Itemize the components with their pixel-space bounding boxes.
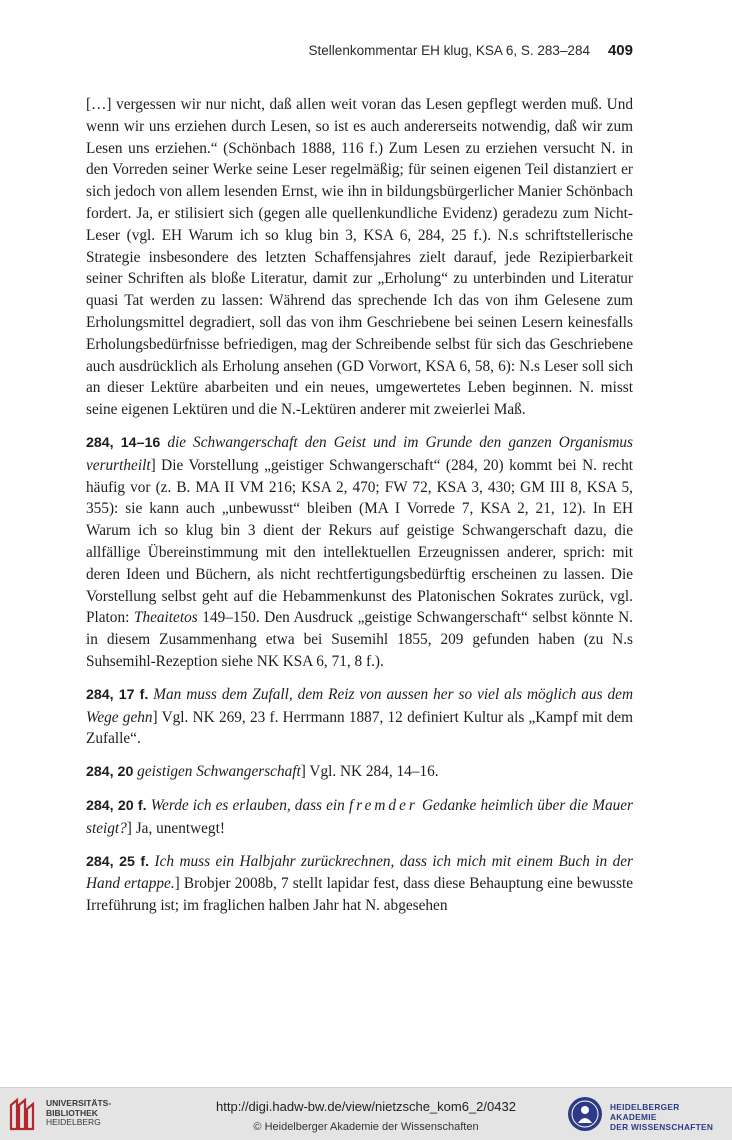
lemma-quote: Man muss dem Zufall, dem Reiz von aussen her so viel als möglich aus dem Wege gehn [86, 685, 633, 726]
commentary-text: 149–150. Den Ausdruck „geistige Schwangerschaft“ selbst könnte N. in diesem Zusammenhang etwa bei Susemihl 1855, 209 gefunden haben (zu N.s Suhsemihl-Rezeption siehe NK KSA 6, 71, 8 f.). [86, 609, 633, 670]
commentary-text: ] Ja, unentwegt! [126, 819, 225, 837]
library-name: UNIVERSITÄTS- BIBLIOTHEK HEIDELBERG [46, 1098, 112, 1127]
academy-logo[interactable] [566, 1095, 726, 1133]
lemma: 284, 17 f. [86, 686, 149, 703]
source-url-link[interactable]: http://digi.hadw-bw.de/view/nietzsche_kom6_2/0432 [216, 1099, 516, 1114]
spaced-emphasis: fremder [348, 796, 418, 814]
paragraph-1: […] vergessen wir nur nicht, daß allen weit voran das Lesen gepflegt werden muß. Und wenn wir uns erziehen durch Lesen, so ist es auch andererseits notwendig, daß wir zum Lesen uns erziehen.“ (Schönbach 1888, 116 f.) Zum Lesen zu erziehen versucht N. in den Vorreden seiner Werke seine Leser regelmäßig; für seinen eigenen Teil distanziert er sich jedoch von allem lesenden Ernst, wie ihn in bildungsbürgerlicher Manier Schönbach fordert. Ja, er stilisiert sich (gegen alle quellenkundliche Evidenz) geradezu zum Nicht-Leser (vgl. EH Warum ich so klug bin 3, KSA 6, 284, 25 f.). N.s schriftstellerische Strategie insbesondere des letzten Schaffensjahres zielt darauf, jede Rezipierbarkeit seiner Schriften als bloße Literatur, damit zur „Erholung“ zu unterbinden und Literatur quasi Tat werden zu lassen: Während das sprechende Ich das von ihm Gelesene zum Erholungsmittel degradiert, soll das von ihm Geschriebene bei seinen Lesern keinesfalls Erholungsbedürfnisse befriedigen, mag der Schreibende selbst für sich das Geschriebene auch ausdrücklich als Erholung ansehen (GD Vorwort, KSA 6, 58, 6): N.s Leser soll sich an dieser Lektüre abarbeiten und ein neues, umgewertetes Leben beginnen. N. misst seine eigenen Lektüren und die N.-Lektüren anderer mit zweierlei Maß. [86, 96, 633, 419]
commentary-text: ] Die Vorstellung „geistiger Schwangerschaft“ (284, 20) kommt bei N. recht häufig vor (z. B. MA II VM 216; KSA 2, 470; FW 72, KSA 3, 430; GM III 8, KSA 5, 355): sie kann auch „unbewusst“ bleiben (MA I Vorrede 7, KSA 2, 21, 12). In EH Warum ich so klug bin 3 dient der Rekurs auf geistige Schwangerschaft dazu, die allfällige Übereinstimmung mit den intellektuellen Erzeugnissen anderer, sprich: mit deren Ideen und Büchern, als nicht rechtfertigungsbedürftig erscheinen zu lassen. Die Vorstellung selbst geht auf die Hebammenkunst des Platonischen Sokrates zurück, vgl. Platon: [86, 456, 633, 627]
work-title: Theaitetos [133, 609, 198, 627]
commentary-entry-5 [86, 851, 633, 917]
lemma-quote: Werde ich es erlauben, dass ein fremder Gedanke heimlich über die Mauer steigt? [86, 796, 634, 837]
commentary-text: ] Vgl. NK 284, 14–16. [300, 763, 439, 781]
running-header [86, 42, 633, 59]
academy-seal-icon [566, 1095, 604, 1133]
commentary-text: ] Vgl. NK 269, 23 f. Herrmann 1887, 12 definiert Kultur als „Kampf mit dem Zufalle“. [86, 708, 633, 748]
main-text [86, 94, 633, 928]
commentary-entry-3 [86, 761, 633, 784]
commentary-entry-2 [86, 684, 633, 750]
page-number: 409 [607, 42, 633, 59]
copyright-notice: © Heidelberger Akademie der Wissenschaften [253, 1121, 479, 1133]
lemma: 284, 20 [86, 764, 134, 781]
lemma: 284, 25 f. [86, 853, 150, 870]
lemma-quote: die Schwangerschaft den Geist und im Grunde den ganzen Organismus verurtheilt [86, 433, 633, 474]
lemma-quote: Ich muss ein Halbjahr zurückrechnen, dass ich mich mit einem Buch in der Hand ertappe. [86, 852, 633, 893]
commentary-text: ] Brobjer 2008b, 7 stellt lapidar fest, dass diese Behauptung eine bewusste Irreführung ist; im fraglichen halben Jahr hat N. abgesehen [86, 875, 633, 915]
commentary-entry-1 [86, 432, 633, 673]
commentary-entry-4 [86, 795, 633, 840]
lemma: 284, 20 f. [86, 797, 147, 814]
lemma: 284, 14–16 [86, 434, 161, 451]
academy-name: HEIDELBERGER AKADEMIE DER WISSENSCHAFTEN [610, 1102, 714, 1132]
running-title: Stellenkommentar EH klug, KSA 6, S. 283–284 [308, 43, 590, 58]
footer-bar [0, 1087, 732, 1140]
lemma-quote: geistigen Schwangerschaft [137, 763, 301, 781]
